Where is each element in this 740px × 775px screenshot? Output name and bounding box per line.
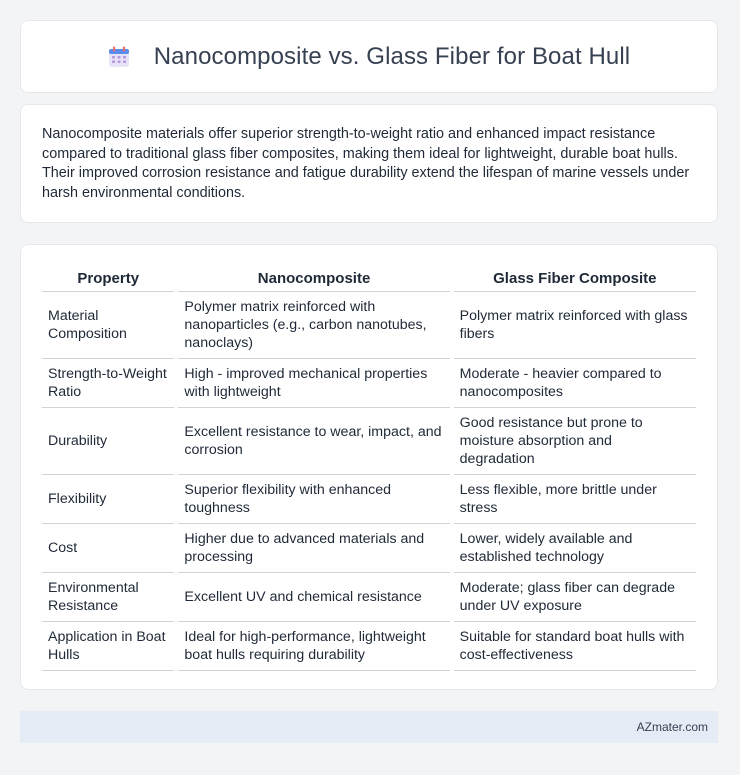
- description-text: Nanocomposite materials offer superior strength-to-weight ratio and enhanced impact resistance compared to traditional glass fiber composites, making them ideal for lightweight, durable boat hulls. Their improved corrosion resistance and fatigue durability extend the lifespan of marine vessels under harsh environmental conditions.: [42, 126, 690, 201]
- table-header-row: [42, 267, 696, 292]
- property-cell: Durability: [42, 408, 174, 475]
- glass-fiber-cell: Moderate - heavier compared to nanocomposites: [454, 359, 696, 408]
- table-row: [42, 475, 696, 524]
- property-cell: Material Composition: [42, 292, 174, 359]
- description-card: [20, 104, 718, 223]
- property-cell: Cost: [42, 524, 174, 573]
- glass-fiber-cell: Moderate; glass fiber can degrade under UV exposure: [454, 573, 696, 622]
- property-cell: Application in Boat Hulls: [42, 622, 174, 671]
- property-cell: Flexibility: [42, 475, 174, 524]
- table-row: [42, 622, 696, 671]
- nanocomposite-cell: Polymer matrix reinforced with nanoparticles (e.g., carbon nanotubes, nanoclays): [178, 292, 449, 359]
- footer-brand[interactable]: AZmater.com: [636, 720, 708, 734]
- property-cell: Environmental Resistance: [42, 573, 174, 622]
- table-row: [42, 408, 696, 475]
- nanocomposite-cell: High - improved mechanical properties with lightweight: [178, 359, 449, 408]
- table-row: [42, 359, 696, 408]
- calendar-icon: [108, 46, 130, 68]
- glass-fiber-cell: Good resistance but prone to moisture absorption and degradation: [454, 408, 696, 475]
- title-card: [20, 20, 718, 93]
- glass-fiber-cell: Suitable for standard boat hulls with cost-effectiveness: [454, 622, 696, 671]
- footer: [20, 711, 718, 743]
- nanocomposite-cell: Superior flexibility with enhanced toughness: [178, 475, 449, 524]
- comparison-table-card: [20, 244, 718, 690]
- nanocomposite-cell: Ideal for high-performance, lightweight boat hulls requiring durability: [178, 622, 449, 671]
- comparison-table: [38, 267, 700, 671]
- nanocomposite-cell: Higher due to advanced materials and processing: [178, 524, 449, 573]
- column-header-glass-fiber: Glass Fiber Composite: [454, 267, 696, 292]
- table-row: [42, 524, 696, 573]
- table-row: [42, 573, 696, 622]
- page-title: Nanocomposite vs. Glass Fiber for Boat Hull: [153, 42, 631, 70]
- glass-fiber-cell: Lower, widely available and established technology: [454, 524, 696, 573]
- nanocomposite-cell: Excellent resistance to wear, impact, and corrosion: [178, 408, 449, 475]
- table-row: [42, 292, 696, 359]
- column-header-property: Property: [42, 267, 174, 292]
- glass-fiber-cell: Polymer matrix reinforced with glass fibers: [454, 292, 696, 359]
- glass-fiber-cell: Less flexible, more brittle under stress: [454, 475, 696, 524]
- nanocomposite-cell: Excellent UV and chemical resistance: [178, 573, 449, 622]
- column-header-nanocomposite: Nanocomposite: [178, 267, 449, 292]
- property-cell: Strength-to-Weight Ratio: [42, 359, 174, 408]
